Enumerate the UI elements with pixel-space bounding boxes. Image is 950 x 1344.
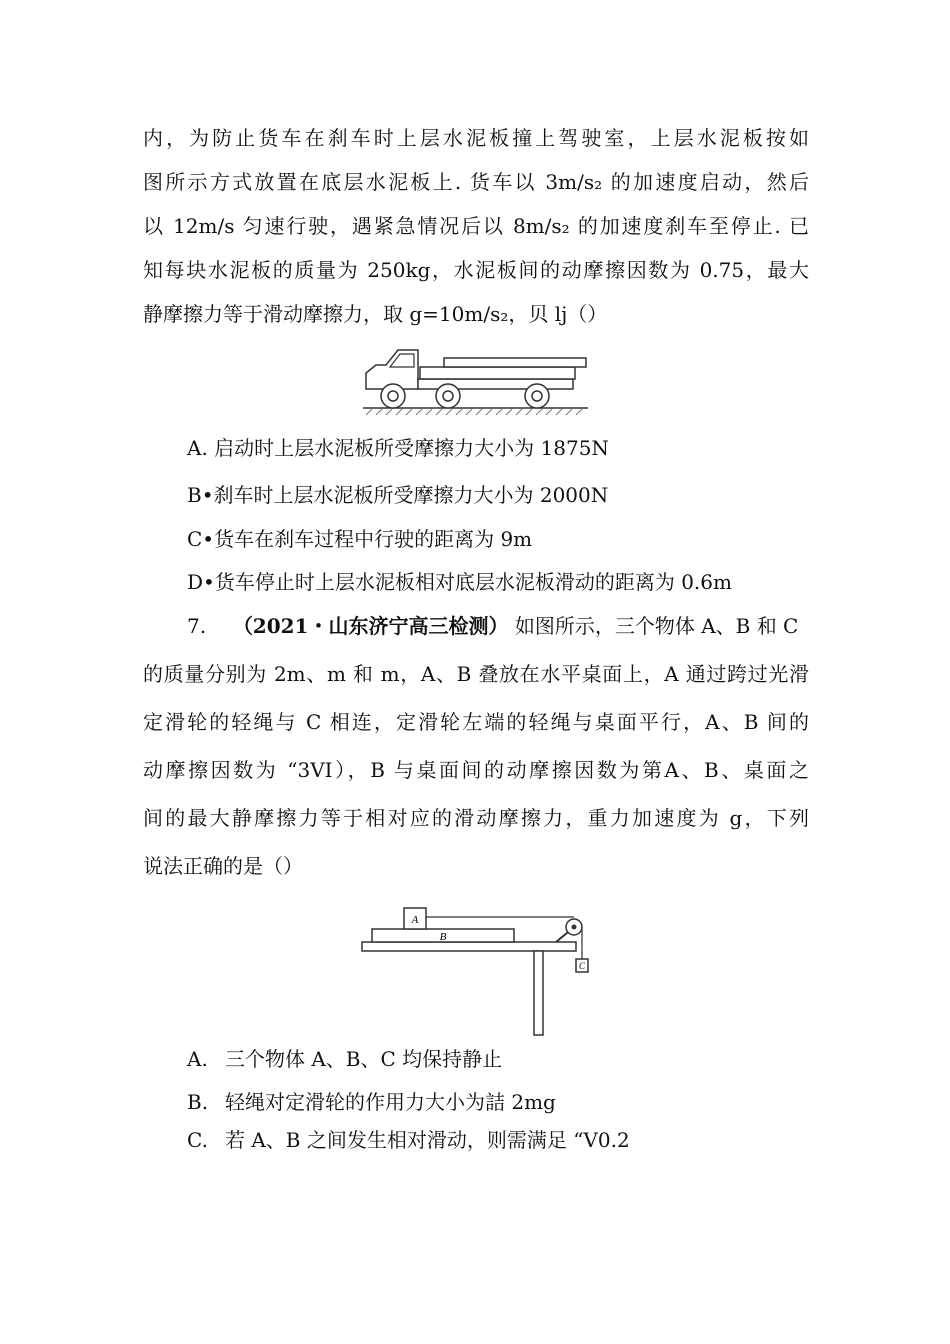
q7-option-c (187, 1124, 630, 1156)
q6-option-c: C•货车在刹车过程中行驶的距离为 9m (187, 527, 533, 551)
q7-option-b-label: B. (187, 1090, 209, 1114)
q7-option-c-label: C. (187, 1128, 208, 1152)
q7-option-b-text: 轻绳对定滑轮的作用力大小为詰 2mg (225, 1090, 556, 1114)
q7-option-a-label: A. (187, 1047, 208, 1071)
label-b: B (439, 931, 447, 943)
pulley-figure (360, 900, 595, 1040)
q7-line-6: 说法正确的是（） (143, 854, 303, 878)
q7-line-3: 定滑轮的轻绳与 C 相连，定滑轮左端的轻绳与桌面平行，A、B 间的 (143, 710, 809, 734)
q7-line-1 (187, 610, 798, 642)
label-c: C (578, 961, 586, 971)
q6-line-4: 知每块水泥板的质量为 250kg，水泥板间的动摩擦因数为 0.75，最大 (143, 258, 809, 282)
q6-line-2: 图所示方式放置在底层水泥板上. 货车以 3m/s₂ 的加速度启动，然后 (143, 170, 809, 194)
q7-option-b (187, 1086, 556, 1118)
q7-line-1-text: 如图所示，三个物体 A、B 和 C (514, 614, 799, 638)
q6-option-d: D•货车停止时上层水泥板相对底层水泥板滑动的距离为 0.6m (187, 570, 732, 594)
q7-option-a-text: 三个物体 A、B、C 均保持静止 (225, 1047, 503, 1071)
q7-line-4: 动摩擦因数为 “3VI），B 与桌面间的动摩擦因数为第A、B、桌面之 (143, 758, 809, 782)
label-a: A (411, 914, 419, 926)
q7-number: 7. (187, 614, 207, 638)
truck-figure (360, 345, 590, 420)
q6-option-a: A. 启动时上层水泥板所受摩擦力大小为 1875N (187, 436, 609, 460)
q6-line-1: 内，为防止货车在刹车时上层水泥板撞上驾驶室，上层水泥板按如 (143, 126, 809, 150)
q6-line-5: 静摩擦力等于滑动摩擦力，取 g=10m/s₂，贝 lj（） (143, 302, 608, 326)
q7-line-5: 间的最大静摩擦力等于相对应的滑动摩擦力，重力加速度为 g，下列 (143, 806, 809, 830)
q6-line-3: 以 12m/s 匀速行驶，遇紧急情况后以 8m/s₂ 的加速度刹车至停止. 已 (143, 214, 809, 238)
q7-line-2: 的质量分别为 2m、m 和 m，A、B 叠放在水平桌面上，A 通过跨过光滑 (143, 662, 809, 686)
q7-option-a (187, 1043, 502, 1075)
q7-source: （2021・山东济宁高三检测） (232, 614, 509, 638)
q7-option-c-text: 若 A、B 之间发生相对滑动，则需满足 “V0.2 (225, 1128, 630, 1152)
q6-option-b: B•刹车时上层水泥板所受摩擦力大小为 2000N (187, 483, 609, 507)
